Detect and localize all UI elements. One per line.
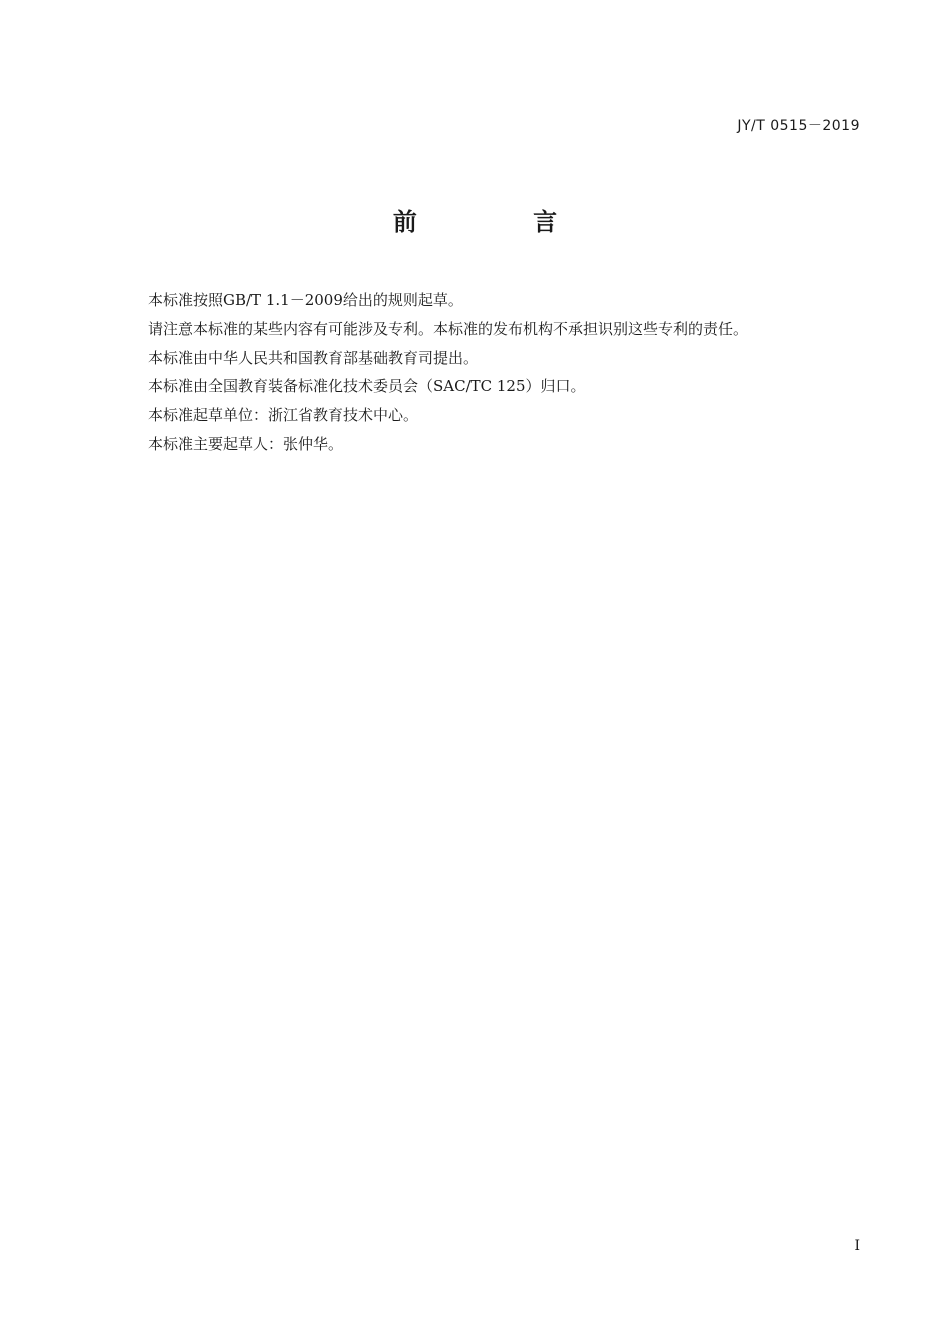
paragraph-proposer: 本标准由中华人民共和国教育部基础教育司提出。 [148, 348, 479, 367]
paragraph-patent-notice: 请注意本标准的某些内容有可能涉及专利。本标准的发布机构不承担识别这些专利的责任。 [148, 319, 749, 338]
page-number: I [854, 1238, 860, 1254]
paragraph-drafting-rules: 本标准按照GB/T 1.1－2009给出的规则起草。 [148, 291, 463, 309]
paragraph-drafting-unit: 本标准起草单位：浙江省教育技术中心。 [148, 406, 419, 425]
paragraph-administrator: 本标准由全国教育装备标准化技术委员会（SAC/TC 125）归口。 [148, 377, 586, 396]
page-title: 前 言 [392, 208, 612, 236]
foreword-body [148, 286, 848, 459]
paragraph-drafters: 本标准主要起草人：张仲华。 [148, 434, 344, 453]
standard-code: JY/T 0515－2019 [737, 118, 860, 134]
